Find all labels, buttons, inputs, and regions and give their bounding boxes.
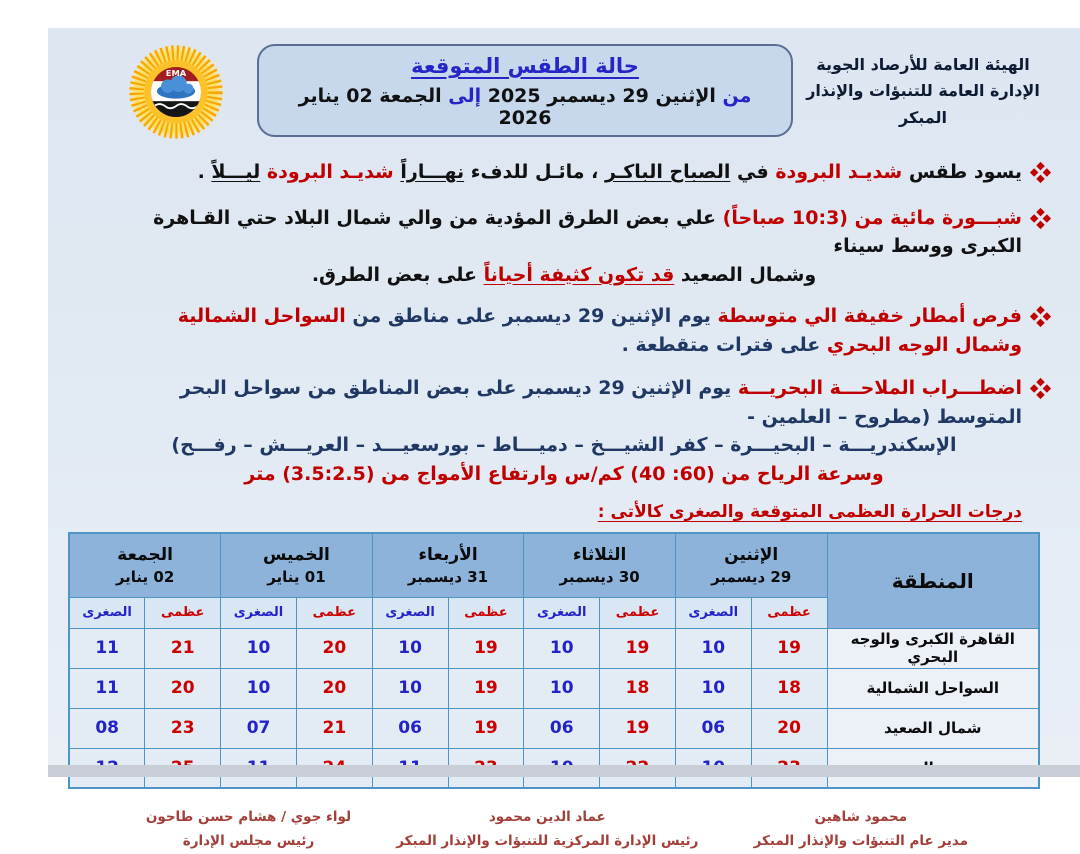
forecast-bullets — [66, 142, 1058, 488]
day-header — [372, 533, 524, 597]
signature-name: محمود شاهين — [814, 809, 908, 825]
text-segment: في — [730, 161, 776, 183]
temp-min-cell: 11 — [69, 668, 145, 708]
max-label: عظمى — [145, 597, 221, 628]
min-label: الصغرى — [372, 597, 448, 628]
text-segment: يسود طقس — [902, 161, 1022, 183]
text-segment: نهـــاراً — [400, 161, 465, 183]
table-row — [69, 668, 1039, 708]
max-label: عظمى — [600, 597, 676, 628]
temp-min-cell: 10 — [524, 628, 600, 668]
bullet-text-line1 — [106, 374, 1022, 431]
day-name: الأربعاء — [418, 544, 478, 565]
text-segment: شديـد البرودة — [775, 161, 903, 183]
min-label: الصغرى — [221, 597, 297, 628]
text-segment: ، مائـل للدفء — [464, 161, 605, 183]
bullet-text-line2 — [106, 431, 1022, 460]
document-area — [48, 28, 1080, 850]
day-date: 31 ديسمبر — [407, 567, 489, 586]
page-title: حالة الطقس المتوقعة — [411, 54, 639, 78]
signature-title: رئيس الإدارة المركزية للتنبؤات والإنذار المبكر — [396, 833, 699, 850]
day-date: 01 يناير — [267, 567, 326, 586]
signature-block — [371, 805, 724, 854]
text-segment: وسرعة الرياح من (60: 40) كم/س وارتفاع الأمواج من (3.5:2.5) متر — [244, 462, 884, 485]
text-segment: يوم الإثنين 29 ديسمبر على مناطق من — [345, 305, 711, 327]
bullet-text — [178, 305, 1022, 356]
bullet-marine — [106, 374, 1050, 488]
temp-max-cell: 21 — [296, 708, 372, 748]
bottom-scrollbar-strip — [48, 765, 1080, 777]
diamond-bullet-icon — [1030, 162, 1051, 183]
text-segment: على بعض الطرق. — [311, 263, 484, 286]
temp-min-cell: 10 — [372, 668, 448, 708]
text-segment: الجمعة 02 يناير 2026 — [298, 85, 552, 129]
temp-min-cell: 08 — [69, 708, 145, 748]
region-label: السواحل الشمالية — [827, 668, 1039, 708]
temp-min-cell: 06 — [524, 708, 600, 748]
temp-min-cell: 06 — [372, 708, 448, 748]
text-segment: علي بعض الطرق المؤدية من والي شمال البلاد حتي القـاهرة الكبرى ووسط سيناء — [153, 206, 1022, 257]
text-segment: إلى — [441, 85, 482, 107]
temp-max-cell: 19 — [751, 628, 827, 668]
temp-min-cell: 11 — [69, 628, 145, 668]
temp-min-cell: 10 — [221, 628, 297, 668]
signature-block — [724, 805, 998, 854]
temp-max-cell: 23 — [145, 708, 221, 748]
signature-block — [126, 805, 371, 854]
day-header — [221, 533, 373, 597]
ema-logo-text: EMA — [165, 68, 187, 79]
max-label: عظمى — [448, 597, 524, 628]
min-label: الصغرى — [524, 597, 600, 628]
text-segment: شبـــورة مائية من (10:3 صباحاً) — [722, 206, 1022, 229]
signature-title: رئيس مجلس الإدارة — [182, 833, 315, 850]
max-label: عظمى — [296, 597, 372, 628]
max-label: عظمى — [751, 597, 827, 628]
day-header — [675, 533, 827, 597]
region-label: القاهرة الكبرى والوجه البحري — [827, 628, 1039, 668]
temp-min-cell: 10 — [675, 668, 751, 708]
bullet-text-line2 — [106, 261, 1022, 290]
text-segment: . — [197, 161, 212, 183]
temp-min-cell: 10 — [221, 668, 297, 708]
text-segment: يوم الإثنين 29 ديسمبر على بعض المناطق من سواحل البحر المتوسط (مطروح – العلمين - — [179, 377, 1022, 428]
day-date: 02 يناير — [115, 567, 175, 586]
text-segment: قد تكون كثيفة أحياناً — [483, 263, 675, 286]
text-segment: الإسكندريـــة – البحيـــرة – كفر الشيـــخ – دميـــاط – بورسعيـــد – العريـــش – رفـــح) — [171, 434, 957, 456]
forecast-period — [269, 85, 781, 129]
temp-max-cell: 20 — [296, 628, 372, 668]
temp-max-cell: 19 — [448, 708, 524, 748]
text-segment — [260, 161, 267, 183]
text-segment: الصباح الباكـر — [604, 161, 731, 183]
signature-name: عماد الدين محمود — [488, 809, 606, 825]
text-segment: السواحل الشمالية وشمال الوجه البحري — [177, 305, 1022, 356]
text-segment: على فترات متقطعة . — [621, 333, 827, 356]
temp-max-cell: 20 — [751, 708, 827, 748]
region-column-header: المنطقة — [827, 533, 1039, 628]
signature-title: مدير عام التنبؤات والإنذار المبكر — [753, 833, 968, 850]
day-date: 30 ديسمبر — [559, 567, 640, 586]
header — [66, 38, 1058, 142]
temp-max-cell: 19 — [600, 708, 676, 748]
bullet-text-line3 — [106, 460, 1022, 489]
temp-min-cell: 10 — [372, 628, 448, 668]
signatures — [66, 789, 1058, 854]
bullet-fog — [106, 204, 1050, 290]
temp-max-cell: 19 — [600, 628, 676, 668]
temps-table-body — [69, 628, 1039, 788]
temp-min-cell: 10 — [524, 668, 600, 708]
day-name: الخميس — [263, 544, 330, 565]
diamond-bullet-icon — [1030, 306, 1051, 327]
text-segment: اضطـــراب الملاحـــة البحريـــة — [731, 377, 1022, 399]
table-row — [69, 708, 1039, 748]
diamond-bullet-icon — [1030, 378, 1051, 399]
day-name: الإثنين — [724, 544, 779, 565]
text-segment: الإثنين 29 ديسمبر 2025 — [481, 85, 716, 107]
temp-max-cell: 20 — [145, 668, 221, 708]
temp-min-cell: 06 — [675, 708, 751, 748]
region-label: شمال الصعيد — [827, 708, 1039, 748]
diamond-bullet-icon — [1030, 207, 1051, 228]
text-segment: من — [715, 85, 752, 107]
text-segment: فرص أمطار خفيفة الي متوسطة — [710, 305, 1022, 327]
bullet-text-line1 — [106, 204, 1022, 261]
table-row — [69, 628, 1039, 668]
ema-sun-logo-icon — [117, 42, 235, 142]
signature-name: لواء جوي / هشام حسن طاحون — [145, 809, 352, 825]
min-label: الصغرى — [69, 597, 145, 628]
text-segment: ليـــلاً — [211, 161, 261, 183]
temp-max-cell: 18 — [751, 668, 827, 708]
temps-heading: درجات الحرارة العظمى المتوقعة والصغرى كالأتى : — [597, 502, 1022, 522]
bullet-cold-weather — [106, 158, 1050, 187]
day-name: الجمعة — [117, 544, 173, 565]
day-name: الثلاثاء — [572, 544, 627, 565]
temp-min-cell: 07 — [221, 708, 297, 748]
min-label: الصغرى — [675, 597, 751, 628]
bullet-rain — [106, 302, 1050, 359]
bullet-text — [198, 161, 1022, 183]
temp-max-cell: 18 — [600, 668, 676, 708]
temps-table — [68, 532, 1040, 789]
temp-max-cell: 20 — [296, 668, 372, 708]
temp-max-cell: 21 — [145, 628, 221, 668]
day-header — [69, 533, 221, 597]
day-header — [524, 533, 676, 597]
text-segment: شديـد البرودة — [266, 161, 394, 183]
temp-max-cell: 19 — [448, 668, 524, 708]
logo-wrap — [96, 40, 256, 142]
org-name-block — [794, 40, 1052, 131]
temp-max-cell: 19 — [448, 628, 524, 668]
org-name-line1: الهيئة العامة للأرصاد الجوية — [816, 55, 1030, 74]
org-name-line2: الإدارة العامة للتنبؤات والإنذار المبكر — [806, 81, 1040, 127]
day-date: 29 ديسمبر — [711, 567, 792, 586]
temps-table-head — [69, 533, 1039, 628]
temp-min-cell: 10 — [675, 628, 751, 668]
text-segment: وشمال الصعيد — [674, 263, 817, 286]
title-box — [257, 44, 793, 137]
